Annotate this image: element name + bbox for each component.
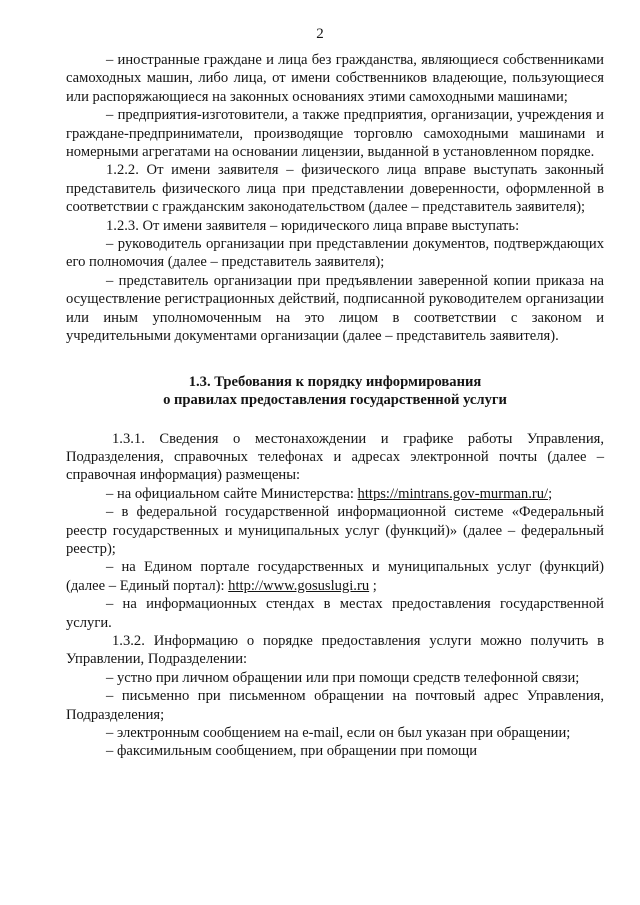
paragraph-unified-portal bbox=[66, 558, 604, 595]
page-number: 2 bbox=[316, 26, 324, 42]
paragraph-foreign-citizens: – иностранные граждане и лица без гражданства, являющиеся собственниками самоходных машин, либо лица, от имени собственников владеющие, пользующиеся или распоряжающиеся на законных основаниях этими самоходными машинами; bbox=[66, 52, 604, 105]
section-heading-1-3 bbox=[66, 373, 604, 410]
paragraph-oral: – устно при личном обращении или при помощи средств телефонной связи; bbox=[106, 669, 580, 686]
ministry-site-suffix: ; bbox=[548, 485, 553, 502]
paragraph-1-3-2: 1.3.2. Информацию о порядке предоставления услуги можно получить в Управлении, Подразделении: bbox=[66, 632, 604, 668]
paragraph-email: – электронным сообщением на e-mail, если он был указан при обращении; bbox=[106, 725, 571, 741]
unified-portal-link[interactable]: http://www.gosuslugi.ru bbox=[228, 577, 370, 594]
unified-portal-prefix: – на Едином портале государственных и муниципальных услуг (функций) (далее – Единый портал): bbox=[66, 559, 604, 594]
ministry-site-prefix: – на официальном сайте Министерства: bbox=[106, 485, 358, 502]
paragraph-1-3-1: 1.3.1. Сведения о местонахождении и графике работы Управления, Подразделения, справочных телефонах и адресах электронной почты (далее – справочная информация) размещены: bbox=[66, 430, 604, 484]
paragraph-federal-registry: – в федеральной государственной информационной системе «Федеральный реестр государственных и муниципальных услуг (функций)» (далее – федеральный реестр); bbox=[66, 504, 604, 557]
paragraph-written: – письменно при письменном обращении на почтовый адрес Управления, Подразделения; bbox=[66, 688, 604, 723]
paragraph-ministry-site bbox=[66, 485, 604, 503]
paragraph-manufacturers: – предприятия-изготовители, а также предприятия, организации, учреждения и граждане-предприниматели, производящие торговлю самоходными машинами и номерными агрегатами на основании лицензии, выданной в установленном порядке. bbox=[66, 107, 604, 161]
unified-portal-suffix: ; bbox=[369, 577, 377, 594]
paragraph-1-2-3: 1.2.3. От имени заявителя – юридического лица вправе выступать: bbox=[106, 217, 520, 234]
ministry-site-link[interactable]: https://mintrans.gov-murman.ru/ bbox=[357, 485, 549, 502]
section-heading-line-2: о правилах предоставления государственной услуги bbox=[163, 392, 507, 408]
paragraph-1-2-2: 1.2.2. От имени заявителя – физического лица вправе выступать законный представитель физического лица при представлении доверенности, оформленной в соответствии с гражданским законодательством (далее – представитель заявителя); bbox=[66, 162, 604, 216]
paragraph-info-stands: – на информационных стендах в местах предоставления государственной услуги. bbox=[66, 596, 604, 631]
document-body bbox=[66, 51, 604, 761]
paragraph-fax: – факсимильным сообщением, при обращении при помощи bbox=[106, 743, 478, 760]
section-heading-line-1: 1.3. Требования к порядку информирования bbox=[188, 373, 482, 390]
paragraph-head-of-organization: – руководитель организации при представлении документов, подтверждающих его полномочия (далее – представитель заявителя); bbox=[66, 236, 604, 271]
paragraph-organization-representative: – представитель организации при предъявлении заверенной копии приказа на осуществление регистрационных действий, подписанной руководителем организации или иным уполномоченным на это лицом в соответствии с законом и учредительными документами организации (далее – представитель заявителя). bbox=[66, 272, 604, 345]
